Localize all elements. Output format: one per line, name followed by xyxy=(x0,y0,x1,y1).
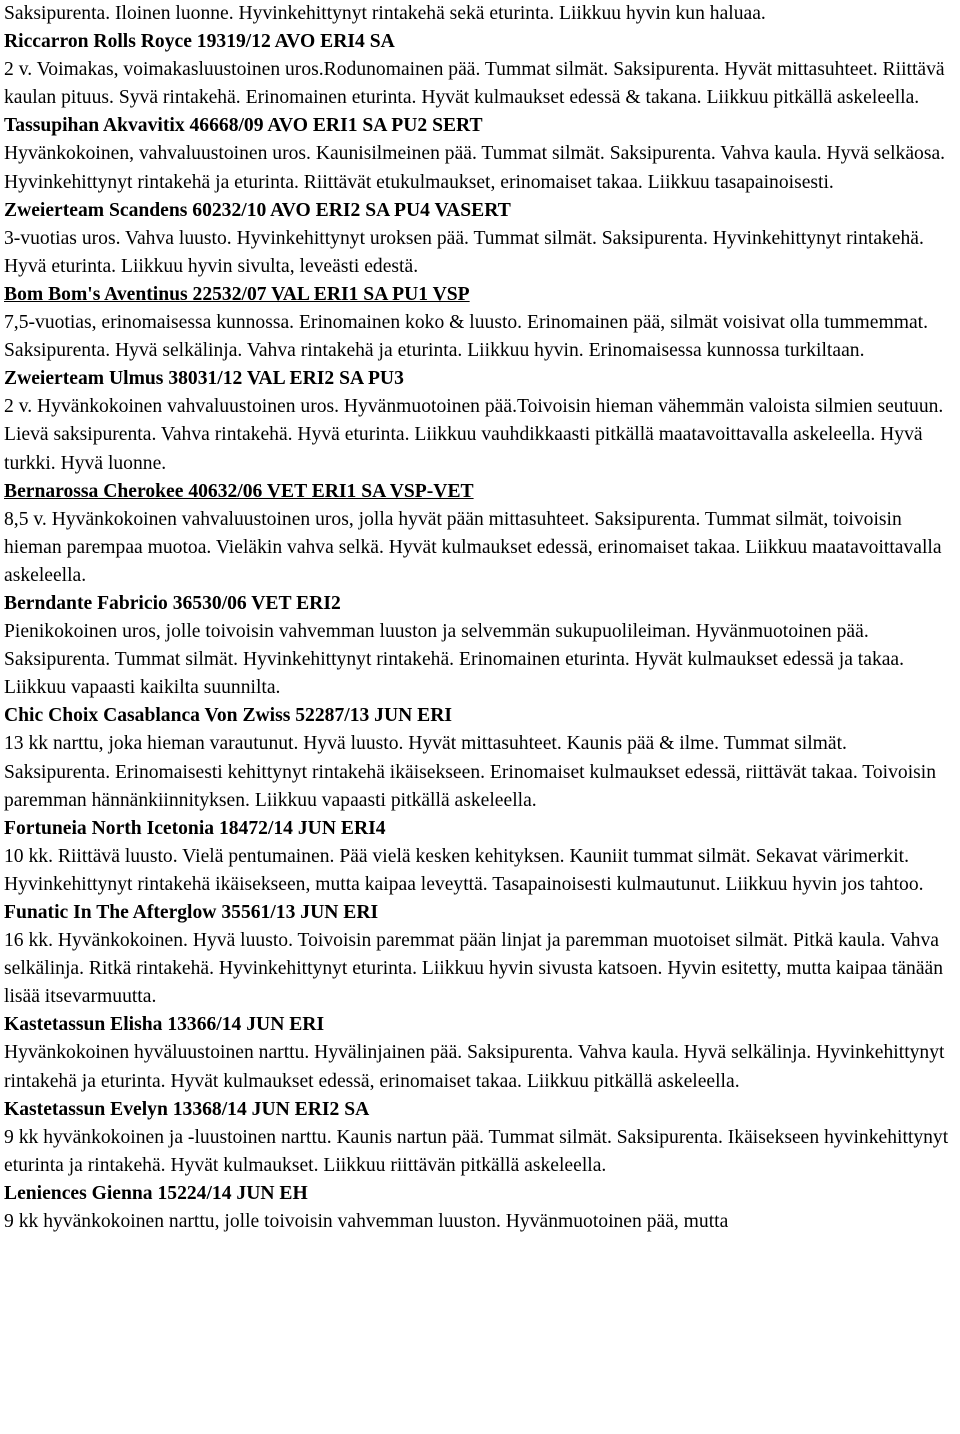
dog-evaluation-entry xyxy=(4,1011,956,1095)
dog-entry-description: 3-vuotias uros. Vahva luusto. Hyvinkehittynyt uroksen pää. Tummat silmät. Saksipurenta. Hyvinkehittynyt rintakehä. Hyvä eturinta. Liikkuu hyvin sivulta, leveästi edestä. xyxy=(4,227,924,277)
dog-entry-title: Kastetassun Evelyn 13368/14 JUN ERI2 SA xyxy=(4,1098,370,1120)
dog-entry-title: Berndante Fabricio 36530/06 VET ERI2 xyxy=(4,592,341,614)
intro-paragraph: Saksipurenta. Iloinen luonne. Hyvinkehittynyt rintakehä sekä eturinta. Liikkuu hyvin kun haluaa. xyxy=(4,3,766,24)
dog-entry-description: 16 kk. Hyvänkokoinen. Hyvä luusto. Toivoisin paremmat pään linjat ja paremman muotoiset silmät. Pitkä kaula. Vahva selkälinja. Ritkä rintakehä. Hyvinkehittynyt eturinta. Liikkuu hyvin sivusta katsoen. Hyvin esitetty, mutta kaipaa tänään lisää itsevarmuutta. xyxy=(4,930,944,1008)
dog-entry-title: Bom Bom's Aventinus 22532/07 VAL ERI1 SA PU1 VSP xyxy=(4,283,470,305)
dog-entry-title: Bernarossa Cherokee 40632/06 VET ERI1 SA VSP-VET xyxy=(4,480,474,502)
dog-entry-title: Kastetassun Elisha 13366/14 JUN ERI xyxy=(4,1014,325,1036)
dog-evaluation-entry xyxy=(4,197,956,281)
dog-entry-description: Hyvänkokoinen hyväluustoinen narttu. Hyvälinjainen pää. Saksipurenta. Vahva kaula. Hyvä selkälinja. Hyvinkehittynyt rintakehä ja eturinta. Hyvät kulmaukset edessä, erinomaiset takaa. Liikkuu pitkällä askeleella. xyxy=(4,1042,945,1092)
dog-entry-title: Chic Choix Casablanca Von Zwiss 52287/13 JUN ERI xyxy=(4,705,453,727)
dog-entry-description: 10 kk. Riittävä luusto. Vielä pentumainen. Pää vielä kesken kehityksen. Kauniit tummat silmät. Sekavat värimerkit. Hyvinkehittynyt rintakehä ikäisekseen, mutta kaipaa leveyttä. Tasapainoisesti kulmautunut. Liikkuu hyvin jos tahtoo. xyxy=(4,845,924,895)
dog-entry-title: Leniences Gienna 15224/14 JUN EH xyxy=(4,1182,308,1204)
dog-entry-title: Tassupihan Akvavitix 46668/09 AVO ERI1 SA PU2 SERT xyxy=(4,115,483,137)
dog-entry-description: 9 kk hyvänkokoinen ja -luustoinen narttu. Kaunis nartun pää. Tummat silmät. Saksipurenta. Ikäisekseen hyvinkehittynyt eturinta ja rintakehä. Hyvät kulmaukset. Liikkuu riittävän pitkällä askeleella. xyxy=(4,1126,949,1176)
dog-entry-description: Pienikokoinen uros, jolle toivoisin vahvemman luuston ja selvemmän sukupuolileiman. Hyvänmuotoinen pää. Saksipurenta. Tummat silmät. Hyvinkehittynyt rintakehä. Erinomainen eturinta. Hyvät kulmaukset edessä ja takaa. Liikkuu vapaasti kaikilta suunnilta. xyxy=(4,621,905,699)
dog-evaluation-entry xyxy=(4,590,956,702)
dog-evaluation-entry xyxy=(4,1096,956,1180)
dog-entry-description: 9 kk hyvänkokoinen narttu, jolle toivoisin vahvemman luuston. Hyvänmuotoinen pää, mutta xyxy=(4,1211,729,1233)
dog-evaluation-entry xyxy=(4,281,956,365)
dog-evaluation-entry xyxy=(4,28,956,112)
dog-evaluation-entry xyxy=(4,478,956,590)
dog-evaluations-list xyxy=(4,28,956,1236)
dog-evaluation-entry xyxy=(4,365,956,477)
dog-evaluation-entry xyxy=(4,815,956,899)
dog-entry-description: 8,5 v. Hyvänkokoinen vahvaluustoinen uros, jolla hyvät pään mittasuhteet. Saksipurenta. Tummat silmät, toivoisin hieman parempaa muotoa. Vieläkin vahva selkä. Hyvät kulmaukset edessä, erinomaiset takaa. Liikkuu maatavoittavalla askeleella. xyxy=(4,508,942,586)
dog-entry-description: 2 v. Voimakas, voimakasluustoinen uros.Rodunomainen pää. Tummat silmät. Saksipurenta. Hyvät mittasuhteet. Riittävä kaulan pituus. Syvä rintakehä. Erinomainen eturinta. Hyvät kulmaukset edessä & takana. Liikkuu pitkällä askeleella. xyxy=(4,59,945,109)
dog-evaluation-entry xyxy=(4,1180,956,1236)
dog-entry-description: Hyvänkokoinen, vahvaluustoinen uros. Kaunisilmeinen pää. Tummat silmät. Saksipurenta. Vahva kaula. Hyvä selkäosa. Hyvinkehittynyt rintakehä ja eturinta. Riittävät etukulmaukset, erinomaiset takaa. Liikkuu tasapainoisesti. xyxy=(4,143,946,193)
dog-evaluation-entry xyxy=(4,899,956,1011)
dog-evaluation-entry xyxy=(4,112,956,196)
dog-entry-description: 2 v. Hyvänkokoinen vahvaluustoinen uros. Hyvänmuotoinen pää.Toivoisin hieman vähemmän valoista silmien seutuun. Lievä saksipurenta. Vahva rintakehä. Hyvä eturinta. Liikkuu vauhdikkaasti pitkällä maatavoittavalla askeleella. Hyvä turkki. Hyvä luonne. xyxy=(4,396,944,474)
dog-entry-title: Fortuneia North Icetonia 18472/14 JUN ERI4 xyxy=(4,817,386,839)
dog-entry-title: Zweierteam Scandens 60232/10 AVO ERI2 SA PU4 VASERT xyxy=(4,199,511,221)
dog-entry-description: 7,5-vuotias, erinomaisessa kunnossa. Erinomainen koko & luusto. Erinomainen pää, silmät voisivat olla tummemmat. Saksipurenta. Hyvä selkälinja. Vahva rintakehä ja eturinta. Liikkuu hyvin. Erinomaisessa kunnossa turkiltaan. xyxy=(4,312,929,362)
dog-evaluation-entry xyxy=(4,702,956,814)
dog-entry-title: Riccarron Rolls Royce 19319/12 AVO ERI4 SA xyxy=(4,31,395,53)
dog-entry-description: 13 kk narttu, joka hieman varautunut. Hyvä luusto. Hyvät mittasuhteet. Kaunis pää & ilme. Tummat silmät. Saksipurenta. Erinomaisesti kehittynyt rintakehä ikäisekseen. Erinomaiset kulmaukset edessä, riittävät takaa. Toivoisin paremman hännänkiinnityksen. Liikkuu vapaasti pitkällä askeleella. xyxy=(4,733,937,811)
dog-entry-title: Zweierteam Ulmus 38031/12 VAL ERI2 SA PU3 xyxy=(4,368,404,390)
dog-entry-title: Funatic In The Afterglow 35561/13 JUN ERI xyxy=(4,902,379,923)
